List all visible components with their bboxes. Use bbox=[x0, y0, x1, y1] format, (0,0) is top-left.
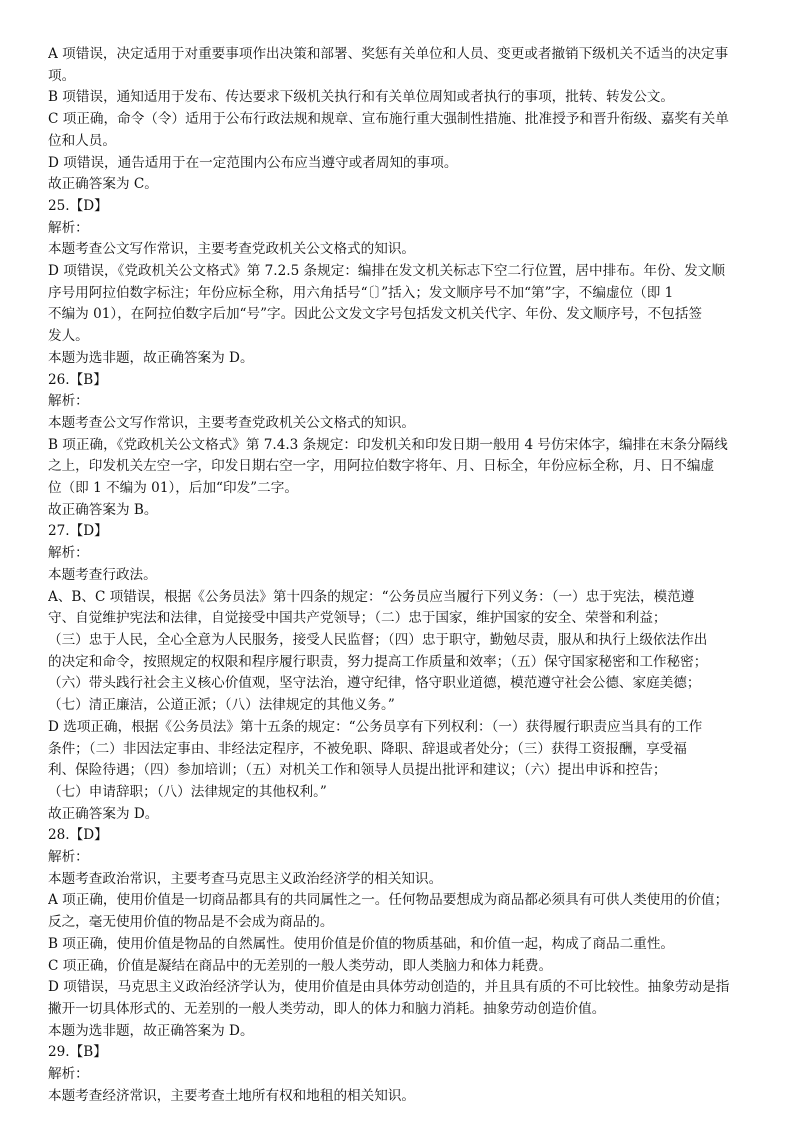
text-line: D 项错误，通告适用于在一定范围内公布应当遵守或者周知的事项。 bbox=[48, 154, 458, 171]
text-line: 守、自觉维护宪法和法律，自觉接受中国共产党领导；（二）忠于国家，维护国家的安全、荣誉和利益； bbox=[48, 610, 667, 627]
question-heading: 26.【B】 bbox=[48, 371, 107, 388]
text-line: 本题为选非题，故正确答案为 D。 bbox=[48, 1022, 254, 1039]
text-line: 位（即 1 不编为 01），后加“印发”二字。 bbox=[48, 480, 298, 497]
text-line: D 项错误，马克思主义政治经济学认为，使用价值是由具体劳动创造的，并且具有质的不可比较性。抽象劳动是指 bbox=[48, 979, 730, 996]
text-line: 本题考查政治常识，主要考查马克思主义政治经济学的相关知识。 bbox=[48, 870, 443, 887]
text-line: 位和人员。 bbox=[48, 132, 116, 149]
text-line: （三）忠于人民，全心全意为人民服务，接受人民监督；（四）忠于职守，勤勉尽责，服从和执行上级依法作出 bbox=[48, 631, 708, 648]
text-line: D 选项正确，根据《公务员法》第十五条的规定：“公务员享有下列权利：（一）获得履行职责应当具有的工作 bbox=[48, 718, 703, 735]
text-line: 解析： bbox=[48, 393, 89, 410]
document-page bbox=[48, 44, 758, 1107]
text-line: 故正确答案为 B。 bbox=[48, 501, 158, 518]
text-line: A 项错误，决定适用于对重要事项作出决策和部署、奖惩有关单位和人员、变更或者撤销下级机关不适当的决定事 bbox=[48, 46, 729, 62]
text-line: 本题考查行政法。 bbox=[48, 566, 157, 583]
text-line: 序号用阿拉伯数字标注；年份应标全称，用六角括号“〔〕”括入；发文顺序号不加“第”字，不编虚位（即 1 bbox=[48, 284, 674, 301]
text-line: 不编为 01），在阿拉伯数字后加“号”字。因此公文发文字号包括发文机关代字、年份、发文顺序号，不包括签 bbox=[48, 306, 703, 323]
question-heading: 25.【D】 bbox=[48, 197, 108, 214]
text-line: 解析： bbox=[48, 545, 89, 562]
text-line: 解析： bbox=[48, 1066, 89, 1083]
text-line: 利、保险待遇；（四）参加培训；（五）对机关工作和领导人员提出批评和建议；（六）提出申诉和控告； bbox=[48, 762, 667, 779]
text-line: 的决定和命令，按照规定的权限和程序履行职责，努力提高工作质量和效率；（五）保守国家秘密和工作秘密； bbox=[48, 653, 708, 670]
text-line: B 项正确，使用价值是物品的自然属性。使用价值是价值的物质基础，和价值一起，构成了商品二重性。 bbox=[48, 935, 675, 952]
text-line: 本题考查经济常识，主要考查土地所有权和地租的相关知识。 bbox=[48, 1087, 416, 1104]
text-line: C 项正确，价值是凝结在商品中的无差别的一般人类劳动，即人类脑力和体力耗费。 bbox=[48, 957, 553, 974]
text-line: 故正确答案为 C。 bbox=[48, 176, 158, 193]
text-line: 反之，毫无使用价值的物品是不会成为商品的。 bbox=[48, 914, 334, 931]
question-heading: 27.【D】 bbox=[48, 523, 108, 540]
text-line: 撇开一切具体形式的、无差别的一般人类劳动，即人的体力和脑力消耗。抽象劳动创造价值。 bbox=[48, 1000, 606, 1017]
text-line: A 项正确，使用价值是一切商品都具有的共同属性之一。任何物品要想成为商品都必须具有可供人类使用的价值； bbox=[48, 892, 729, 909]
text-line: （七）清正廉洁，公道正派；（八）法律规定的其他义务。” bbox=[48, 697, 395, 714]
text-line: 解析： bbox=[48, 849, 89, 866]
text-line: B 项正确，《党政机关公文格式》第 7.4.3 条规定：印发机关和印发日期一般用 4 号仿宋体字，编排在末条分隔线 bbox=[48, 436, 728, 453]
text-line: C 项正确，命令（令）适用于公布行政法规和规章、宣布施行重大强制性措施、批准授予和晋升衔级、嘉奖有关单 bbox=[48, 111, 729, 128]
text-line: 条件；（二）非因法定事由、非经法定程序，不被免职、降职、辞退或者处分；（三）获得工资报酬，享受福 bbox=[48, 740, 687, 757]
text-line: 故正确答案为 D。 bbox=[48, 805, 159, 822]
text-line: 本题考查公文写作常识，主要考查党政机关公文格式的知识。 bbox=[48, 241, 416, 258]
question-heading: 29.【B】 bbox=[48, 1044, 107, 1061]
text-line: D 项错误，《党政机关公文格式》第 7.2.5 条规定：编排在发文机关标志下空二行位置，居中排布。年份、发文顺 bbox=[48, 263, 725, 280]
text-line: 之上，印发机关左空一字，印发日期右空一字，用阿拉伯数字将年、月、日标全，年份应标全称，月、日不编虚 bbox=[48, 458, 715, 475]
question-heading: 28.【D】 bbox=[48, 827, 108, 844]
text-line: B 项错误，通知适用于发布、传达要求下级机关执行和有关单位周知或者执行的事项，批转、转发公文。 bbox=[48, 89, 675, 106]
text-line: 本题考查公文写作常识，主要考查党政机关公文格式的知识。 bbox=[48, 414, 416, 431]
text-line: （六）带头践行社会主义核心价值观，坚守法治，遵守纪律，恪守职业道德，模范遵守社会公德、家庭美德； bbox=[48, 675, 701, 692]
text-line: 项。 bbox=[48, 67, 76, 84]
text-line: 发人。 bbox=[48, 328, 89, 345]
text-line: 解析： bbox=[48, 219, 89, 236]
text-line: （七）申请辞职；（八）法律规定的其他权利。” bbox=[48, 783, 327, 800]
text-line: 本题为选非题，故正确答案为 D。 bbox=[48, 349, 254, 366]
text-line: A、B、C 项错误，根据《公务员法》第十四条的规定：“公务员应当履行下列义务：（一）忠于宪法，模范遵 bbox=[48, 588, 695, 605]
